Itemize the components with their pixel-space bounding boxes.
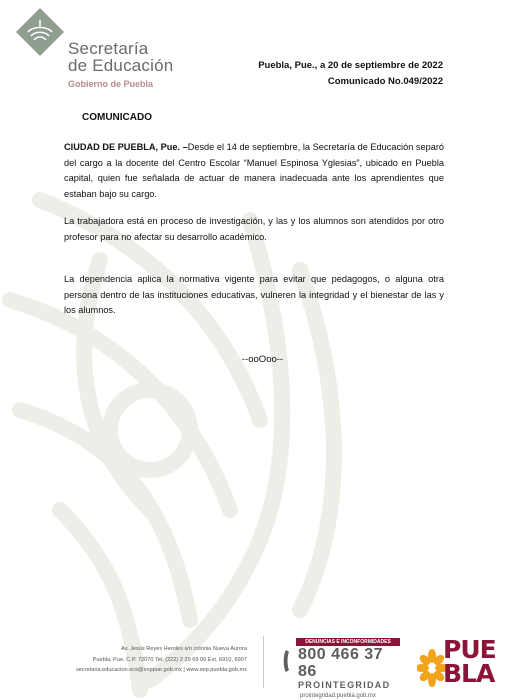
prointegridad-label: PROINTEGRIDAD <box>298 680 391 690</box>
dateline-block <box>258 58 443 90</box>
watermark-emblem <box>0 180 380 700</box>
communique-number: Comunicado No.049/2022 <box>327 76 443 87</box>
address-line-2: Puebla, Pue. C.P. 72070 Tel. (222) 2 29 69 00 Ext. 6910, 6907 <box>92 656 247 663</box>
place-and-date: Puebla, Pue., a 20 de septiembre de 2022 <box>258 60 443 71</box>
paragraph-1-text: Desde el 14 de septiembre, la Secretaría de Educación separó del cargo a la docente del Centro Escolar “Manuel Espinosa Yglesias”, ubicado en Puebla capital, quien fue señalada de actuar de manera inadecuada ante los aprendientes que estaban bajo su cargo. <box>64 142 444 199</box>
paragraph-3: La dependencia aplica la normativa vigente para evitar que pedagogos, o alguna otra persona dentro de las instituciones educativas, vulneren la integridad y el bienestar de las y los alumnos. <box>64 274 444 315</box>
org-government-line: Gobierno de Puebla <box>68 79 154 89</box>
prointegridad-phone: 800 466 37 86 <box>298 646 384 680</box>
end-mark: --ooOoo-- <box>241 354 284 365</box>
prointegridad-url[interactable]: prointegridad.puebla.gob.mx <box>300 693 377 699</box>
org-name-line2: de Educación <box>68 56 174 75</box>
dateline-lead: CIUDAD DE PUEBLA, Pue. – <box>64 142 188 152</box>
footer-address <box>76 644 247 676</box>
paragraph-2: La trabajadora está en proceso de investigación, y las y los alumnos son atendidos por otro profesor para no afectar su desarrollo académico. <box>64 216 444 242</box>
org-name-line1: Secretaría <box>68 39 149 58</box>
footer-divider <box>263 636 264 688</box>
organization-name <box>68 40 173 89</box>
paragraph-1 <box>64 140 444 202</box>
puebla-logo <box>443 635 496 688</box>
prointegridad-block <box>282 638 400 699</box>
document-heading: COMUNICADO <box>82 112 152 123</box>
phone-icon <box>282 648 296 674</box>
address-line-3: secretaria.educacion.ocs@seppue.gob.mx | www.sep.puebla.gob.mx <box>76 667 247 673</box>
puebla-logo-bottom: BLA <box>443 659 495 688</box>
puebla-logo-top: PUE <box>443 635 496 664</box>
address-line-1: Av. Jesús Reyes Heroles s/n colonia Nueva Aurora <box>120 646 247 652</box>
sep-logo-icon <box>14 6 66 58</box>
complaints-banner: DENUNCIAS E INCONFORMIDADES <box>296 638 400 646</box>
